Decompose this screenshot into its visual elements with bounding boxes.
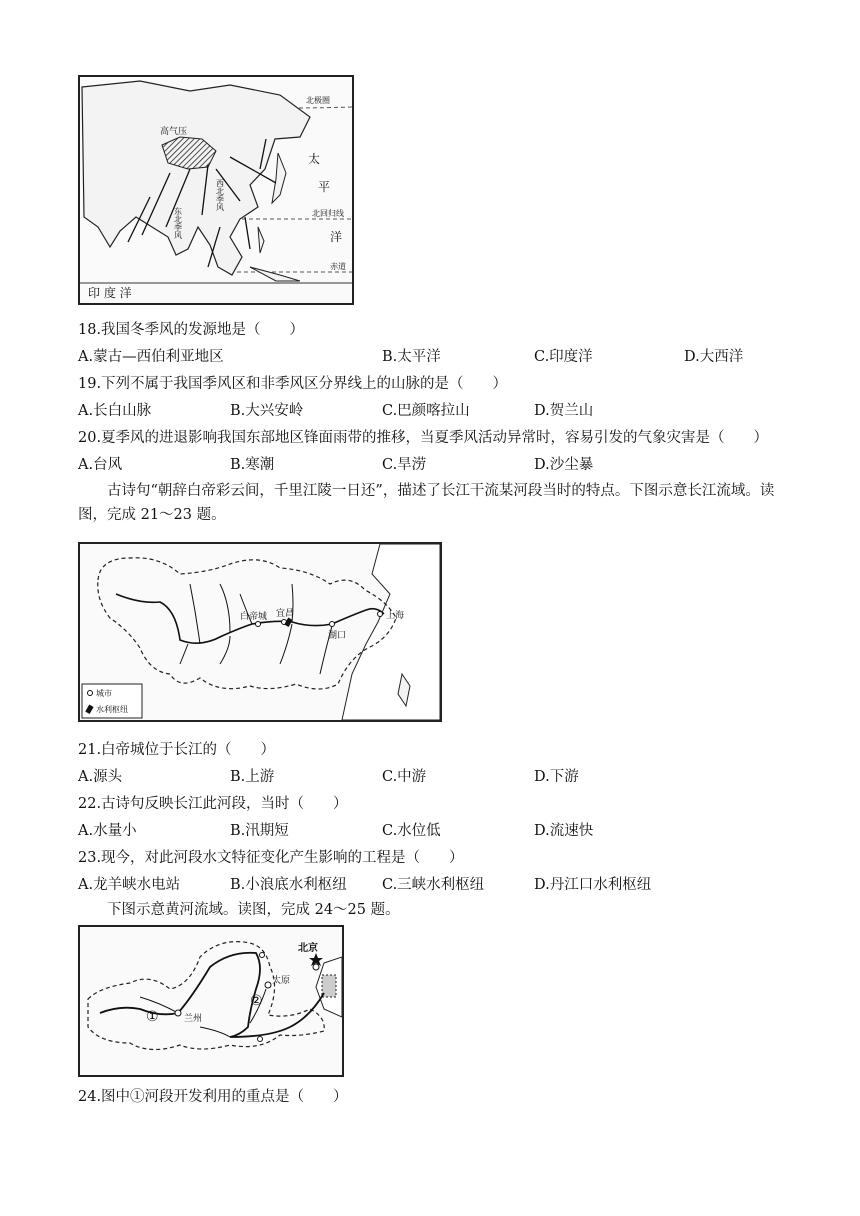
q22-option-c[interactable]: C.水位低 (382, 823, 441, 839)
taiyuan-label: 太原 (272, 976, 291, 986)
q19-option-a[interactable]: A.长白山脉 (78, 403, 152, 419)
q18-option-b[interactable]: B.太平洋 (382, 349, 441, 365)
q20-option-c[interactable]: C.旱涝 (382, 457, 427, 473)
q21-option-d[interactable]: D.下游 (534, 769, 579, 785)
baidicheng-label: 白帝城 (240, 612, 268, 622)
q23-option-b[interactable]: B.小浪底水利枢纽 (230, 877, 347, 893)
question-22-stem: 22.古诗句反映长江此河段，当时（ ） (78, 796, 348, 812)
pacific-label-2: 平 (318, 180, 331, 194)
q21-option-b[interactable]: B.上游 (230, 769, 275, 785)
question-20-stem: 20.夏季风的进退影响我国东部地区锋面雨带的推移，当夏季风活动异常时，容易引发的气象灾害是（ ） (78, 430, 769, 446)
tropic-label: 北回归线 (312, 209, 344, 218)
intro-21-23: 古诗句“朝辞白帝彩云间，千里江陵一日还”，描述了长江干流某河段当时的特点。下图示意长江流域。读图，完成 21～23 题。 (78, 483, 775, 523)
high-pressure-label: 高气压 (160, 127, 188, 137)
q21-option-a[interactable]: A.源头 (78, 769, 123, 785)
question-24-stem: 24.图中①河段开发利用的重点是（ ） (78, 1089, 348, 1105)
lanzhou-label: 兰州 (184, 1014, 203, 1024)
q22-option-d[interactable]: D.流速快 (534, 823, 594, 839)
q23-option-d[interactable]: D.丹江口水利枢纽 (534, 877, 652, 893)
asia-monsoon-map (78, 75, 354, 305)
indian-ocean-label: 印 度 洋 (88, 286, 132, 300)
question-21-stem: 21.白帝城位于长江的（ ） (78, 742, 276, 758)
q18-option-a[interactable]: A.蒙古—西伯利亚地区 (78, 349, 224, 365)
q20-option-a[interactable]: A.台风 (78, 457, 123, 473)
intro-24-25: 下图示意黄河流域。读图，完成 24～25 题。 (107, 902, 400, 918)
nw-monsoon-label: 西北季风 (215, 179, 225, 211)
ne-monsoon-label: 东北季风 (173, 207, 183, 239)
segment-2-label: ② (250, 993, 263, 1009)
q20-option-b[interactable]: B.寒潮 (230, 457, 275, 473)
segment-1-label: ① (146, 1009, 159, 1025)
q22-option-a[interactable]: A.水量小 (78, 823, 137, 839)
q18-option-c[interactable]: C.印度洋 (534, 349, 593, 365)
q18-option-d[interactable]: D.大西洋 (684, 349, 744, 365)
question-23-stem: 23.现今，对此河段水文特征变化产生影响的工程是（ ） (78, 850, 464, 866)
pacific-label-1: 太 (308, 152, 321, 166)
q19-option-d[interactable]: D.贺兰山 (534, 403, 594, 419)
shanghai-label: 上海 (386, 611, 405, 621)
pacific-label-3: 洋 (330, 230, 343, 244)
question-19-stem: 19.下列不属于我国季风区和非季风区分界线上的山脉的是（ ） (78, 376, 508, 392)
q19-option-c[interactable]: C.巴颜喀拉山 (382, 403, 470, 419)
question-18-stem: 18.我国冬季风的发源地是（ ） (78, 322, 305, 338)
q20-option-d[interactable]: D.沙尘暴 (534, 457, 594, 473)
q22-option-b[interactable]: B.汛期短 (230, 823, 289, 839)
yangtze-basin-map (78, 542, 442, 722)
q19-option-b[interactable]: B.大兴安岭 (230, 403, 304, 419)
q23-option-a[interactable]: A.龙羊峡水电站 (78, 877, 181, 893)
q23-option-c[interactable]: C.三峡水利枢纽 (382, 877, 485, 893)
equator-label: 赤道 (330, 262, 346, 271)
yichang-label: 宜昌 (276, 609, 295, 619)
legend-dam-label: 水利枢纽 (96, 705, 128, 714)
yellow-river-map (78, 925, 344, 1077)
q21-option-c[interactable]: C.中游 (382, 769, 427, 785)
hukou-label: 湖口 (328, 631, 347, 641)
beijing-label: 北京 (298, 943, 318, 954)
legend-city-label: 城市 (96, 689, 112, 698)
arctic-circle-label: 北极圈 (306, 96, 330, 105)
